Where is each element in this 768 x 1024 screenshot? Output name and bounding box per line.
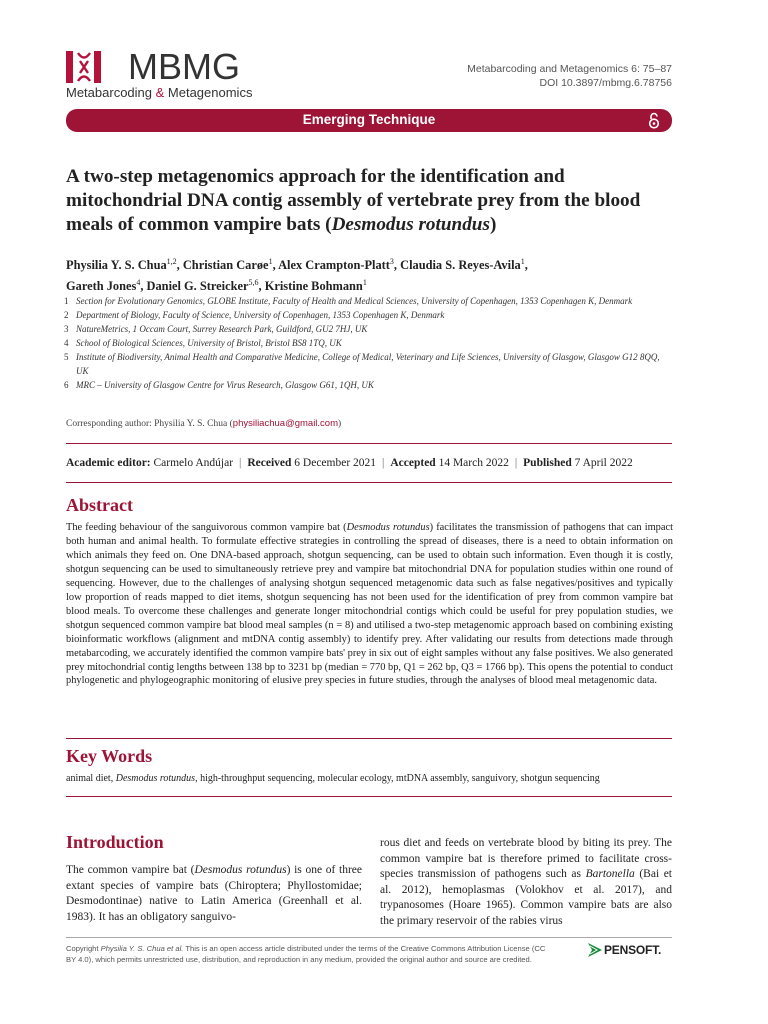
open-access-icon: [647, 112, 661, 129]
intro-column-right: rous diet and feeds on vertebrate blood by biting its prey. The common vampire bat is therefore primed to facilitate cross-species transmission of pathogens such as Bartonella (Bai et al. 2012), hemoplasmas (Volokhov et al. 2017), and trypanosomes (Hoare 1965). Common vampire bats are also the primary reservoir of the rabies virus: [380, 837, 672, 927]
introduction-heading: Introduction: [66, 832, 164, 852]
journal-citation-block: [467, 62, 672, 90]
divider: [66, 796, 672, 797]
affiliation-list: [64, 294, 674, 392]
publisher-logo[interactable]: [588, 942, 661, 958]
divider: [66, 443, 672, 444]
editorial-dates: Academic editor: Carmelo Andújar | Received 6 December 2021 | Accepted 14 March 2022 | Published 7 April 2022: [66, 457, 633, 469]
affiliation-item: 4 School of Biological Sciences, University of Bristol, Bristol BS8 1TQ, UK: [64, 338, 342, 348]
author-list: Physilia Y. S. Chua$^{1,2}$, Christian Carøe$^1$, Alex Crampton-Platt$^3$, Claudia S. Reyes-Avila$^1$, Gareth Jones$^4$, Daniel G. Streicker$^{5,6}$, Kristine Bohmann$^1$: [66, 257, 528, 294]
author: Alex Crampton-Platt$^3$: [278, 257, 394, 273]
author: Daniel G. Streicker$^{5,6}$: [146, 278, 259, 294]
article-type-banner: [66, 109, 672, 132]
mbmg-logo-icon: [66, 51, 126, 83]
abstract-body: The feeding behaviour of the sanguivorous common vampire bat (Desmodus rotundus) facilitates the transmission of pathogens that can impact both human and animal health. To formulate effective strategies in controlling the spread of diseases, there is a need to obtain information on which animals they feed on. One DNA-based approach, shotgun sequencing, can be used to obtain such information. Even though it is costly, shotgun sequencing can be used to simultaneously retrieve prey and vampire bat mitochondrial DNA for population studies within one round of sequencing. However, due to the challenges of analysing shotgun sequenced metagenomic data such as false negatives/positives and typically low proportion of reads mapped to diet items, shotgun sequencing has not been used for the identification of prey from common vampire bat blood meals. To overcome these challenges and generate longer mitochondrial contigs which could be useful for prey population studies, we shotgun sequenced common vampire bat blood meal samples (n = 8) and utilised a two-step metagenomic approach based on combining existing bioinformatic workflows (alignment and mtDNA contig assembly) to identify prey. After validating our results from detections made through metabarcoding, we accurately identified the common vampire bats' prey in six out of eight samples without any false positives. We also generated prey mitochondrial contig lengths between 138 bp to 3231 bp (median = 770 bp, Q1 = 262 bp, Q3 = 1766 bp). This opens the potential to conduct phylogenetic and phylogeographic monitoring of elusive prey species in future studies, through the analyses of blood meal metagenomic data.: [66, 522, 673, 687]
abstract-heading: Abstract: [66, 495, 133, 515]
publisher-name: PENSOFT.: [604, 943, 662, 957]
affiliation-item: 1 Section for Evolutionary Genomics, GLOBE Institute, Faculty of Health and Medical Sciences, University of Copenhagen, 1353 Copenhagen K, Denmark: [64, 296, 633, 306]
author: Physilia Y. S. Chua$^{1,2}$: [66, 257, 177, 273]
intro-column-left: The common vampire bat (Desmodus rotundus) is one of three extant species of vampire bats (Chiroptera; Phyllostomidae; Desmodontinae) native to Latin America (Greenhall et al. 1983). It has an obligatory sanguivo-: [66, 864, 363, 923]
divider: [66, 738, 672, 739]
affiliation-item: 6 MRC – University of Glasgow Centre for Virus Research, Glasgow G61, 1QH, UK: [64, 380, 374, 390]
corresponding-author: Corresponding author: Physilia Y. S. Chua (physiliachua@gmail.com): [66, 418, 342, 429]
logo-subtitle: Metabarcoding & Metagenomics: [66, 85, 253, 100]
affiliation-item: 3 NatureMetrics, 1 Occam Court, Surrey Research Park, Guildford, GU2 7HJ, UK: [64, 324, 368, 334]
keywords-heading: Key Words: [66, 746, 153, 766]
keywords-list: animal diet, Desmodus rotundus, high-throughput sequencing, molecular ecology, mtDNA assembly, sanguivory, shotgun sequencing: [66, 773, 600, 784]
affiliation-item: 5 Institute of Biodiversity, Animal Health and Comparative Medicine, College of Medical, Veterinary and Life Sciences, University of Glasgow, Glasgow G12 8QQ, UK: [64, 352, 660, 376]
article-type-label: Emerging Technique: [302, 112, 436, 127]
article-title: A two-step metagenomics approach for the identification and mitochondrial DNA contig assembly of vertebrate prey from the blood meals of common vampire bats (Desmodus rotundus): [66, 166, 641, 235]
journal-logo[interactable]: [66, 46, 253, 100]
affiliation-item: 2 Department of Biology, Faculty of Science, University of Copenhagen, 1353 Copenhagen K, Denmark: [64, 310, 445, 320]
doi-link[interactable]: DOI 10.3897/mbmg.6.78756: [539, 77, 672, 89]
copyright-notice: Copyright Physilia Y. S. Chua et al. This is an open access article distributed under the terms of the Creative Commons Attribution License (CC BY 4.0), which permits unrestricted use, distribution, and reproduction in any medium, provided the original author and source are credited.: [66, 944, 546, 964]
journal-citation: Metabarcoding and Metagenomics 6: 75–87: [467, 63, 672, 75]
author: Claudia S. Reyes-Avila$^1$: [400, 257, 525, 273]
author: Christian Carøe$^1$: [182, 257, 273, 273]
author: Kristine Bohmann$^1$: [264, 278, 367, 294]
author-email-link[interactable]: physiliachua@gmail.com: [232, 418, 338, 429]
pensoft-arrow-icon: [588, 942, 602, 958]
logo-wordmark: MBMG: [128, 46, 240, 87]
footer-divider: [66, 937, 672, 938]
divider: [66, 482, 672, 483]
author: Gareth Jones$^4$: [66, 278, 141, 294]
